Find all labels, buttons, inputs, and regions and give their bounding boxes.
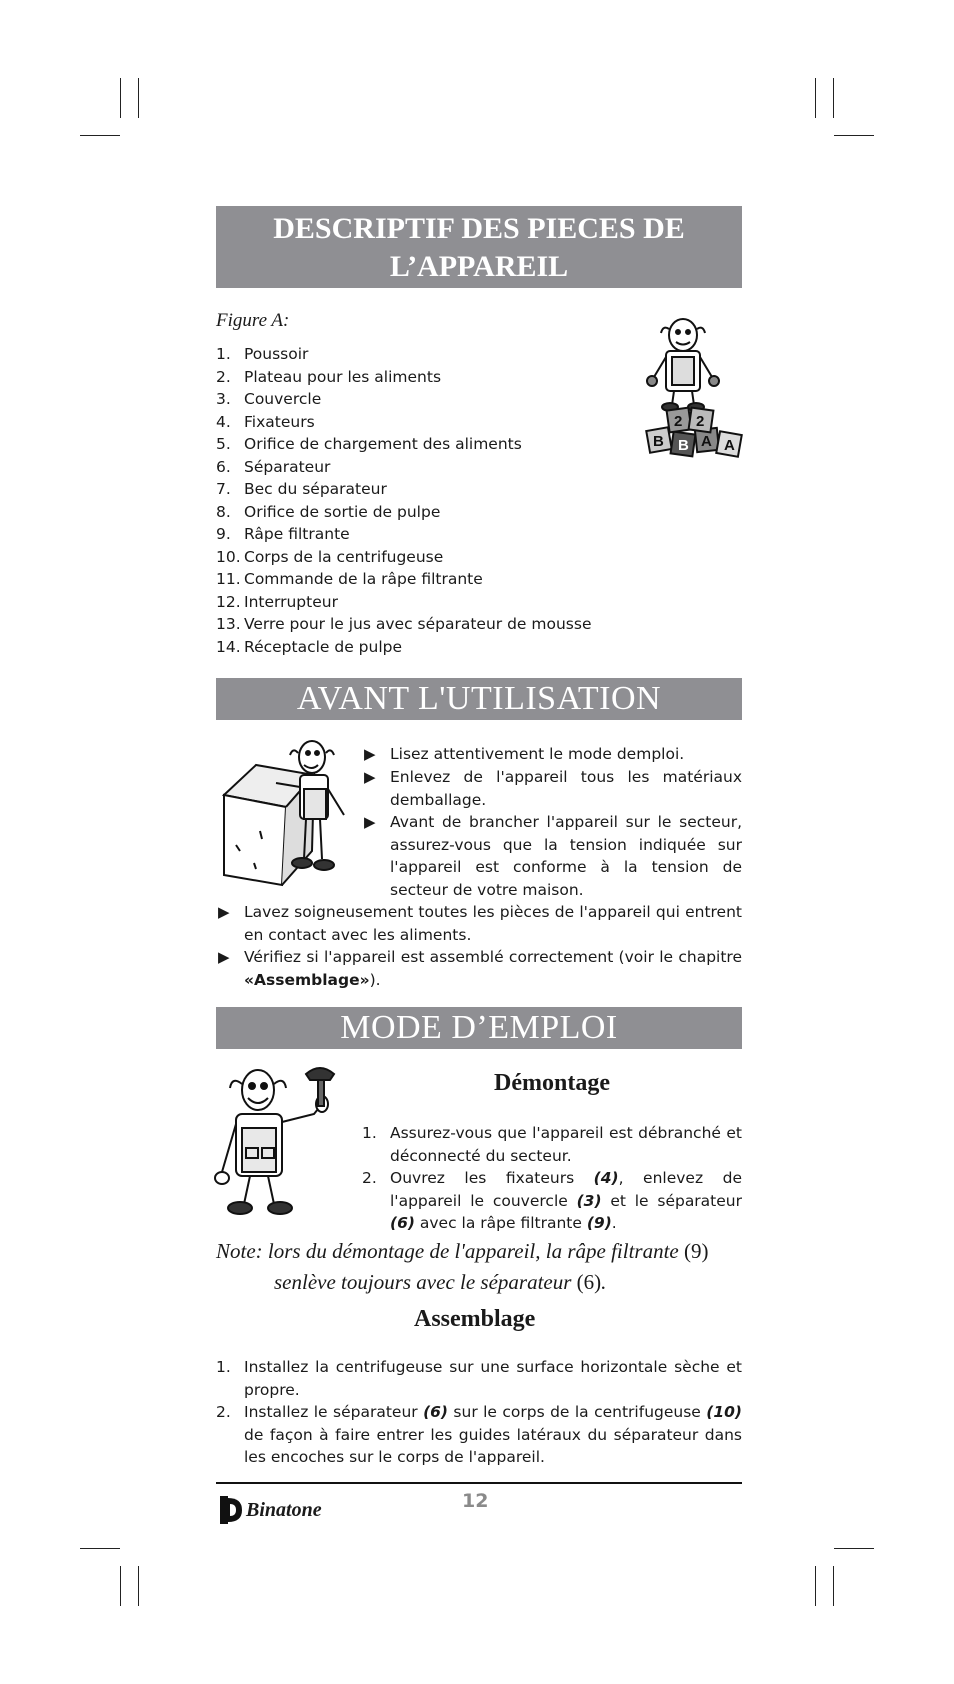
block-letter: 2 [696,413,705,430]
page-number: 12 [462,1490,489,1512]
bullet-read-manual: ▶ Lisez attentivement le mode demploi. [390,743,742,766]
disassembly-note: Note: lors du démontage de l'appareil, la râpe filtrante (9) senlève toujours avec le séparateur (6). [216,1239,709,1294]
section-title-line1: DESCRIPTIF DES PIECES DE [273,212,685,245]
list-item: 1. Poussoir [216,345,309,363]
list-item: 13. Verre pour le jus avec séparateur de mousse [216,615,592,633]
list-item: 8. Orifice de sortie de pulpe [216,502,441,521]
block-letter: B [653,433,664,450]
crop-mark [80,135,120,136]
crop-mark [833,1566,834,1606]
list-item: 5. Orifice de chargement des aliments [216,435,522,453]
bullet-arrow-icon: ▶ [218,948,230,966]
man-with-box-illustration [216,735,356,895]
bullet-remove-packaging: ▶ Enlevez de l'appareil tous les matériaux demballage. [364,768,742,809]
crop-mark [138,1566,139,1606]
disassembly-step-2: 2. Ouvrez les fixateurs (4), enlevez de l'appareil le couvercle (3) et le séparateur (6) avec la râpe filtrante (9). [362,1169,742,1232]
crop-mark [834,1548,874,1549]
section-title-line2: L’APPAREIL [389,250,569,283]
block-letter: 2 [674,413,683,430]
bullet-check-voltage: ▶ Avant de brancher l'appareil sur le secteur, assurez-vous que la tension indiquée sur l'appareil est conforme à la tension de secteur de votre maison. [364,813,742,899]
bullet-arrow-icon: ▶ [364,768,376,786]
list-item: 10. Corps de la centrifugeuse [216,547,444,566]
section-title-instructions: MODE D’EMPLOI [216,1007,742,1049]
list-item: 9. Râpe filtrante [216,525,350,543]
assembly-step-1: 1. Installez la centrifugeuse sur une surface horizontale sèche et propre. [216,1358,742,1399]
block-letter: A [724,437,735,454]
crop-mark [120,78,121,118]
list-item: 3. Couvercle [216,390,322,408]
crop-mark [815,78,816,118]
list-item: 4. Fixateurs [216,412,315,431]
list-item: 7. Bec du séparateur [216,480,387,498]
man-with-hammer-illustration [214,1064,354,1224]
crop-mark [80,1548,120,1549]
bullet-arrow-icon: ▶ [218,903,230,921]
list-item: 11. Commande de la râpe filtrante [216,570,483,588]
list-item: 12. Interrupteur [216,592,338,611]
block-letter: A [701,433,712,450]
block-letter: B [678,437,689,454]
bullet-arrow-icon: ▶ [364,813,376,831]
bullet-check-assembly: ▶ Vérifiez si l'appareil est assemblé correctement (voir le chapitre «Assemblage»). [218,948,742,989]
list-item: 14. Réceptacle de pulpe [216,637,403,656]
parts-list [216,343,636,658]
section-title-before-use: AVANT L'UTILISATION [216,678,742,720]
binatone-logo-icon [216,1494,244,1526]
man-on-blocks-illustration [628,315,744,475]
brand-logo [216,1494,322,1526]
footer-divider [216,1482,742,1484]
crop-mark [120,1566,121,1606]
list-item: 2. Plateau pour les aliments [216,367,442,386]
bullet-wash-parts: ▶ Lavez soigneusement toutes les pièces de l'appareil qui entrent en contact avec les aliments. [218,903,742,944]
crop-mark [833,78,834,118]
figure-label: Figure A: [216,310,290,331]
crop-mark [138,78,139,118]
list-item: 6. Séparateur [216,457,331,476]
heading-assembly: Assemblage [414,1306,536,1332]
crop-mark [834,135,874,136]
crop-mark [815,1566,816,1606]
section-title-parts [216,206,742,288]
disassembly-step-1: 1. Assurez-vous que l'appareil est débranché et déconnecté du secteur. [362,1124,742,1165]
assembly-step-2: 2. Installez le séparateur (6) sur le corps de la centrifugeuse (10) de façon à faire entrer les guides latéraux du séparateur dans les encoches sur le corps de l'appareil. [216,1403,742,1466]
heading-disassembly: Démontage [494,1070,610,1096]
bullet-arrow-icon: ▶ [364,745,376,763]
brand-name: Binatone [246,1498,322,1521]
